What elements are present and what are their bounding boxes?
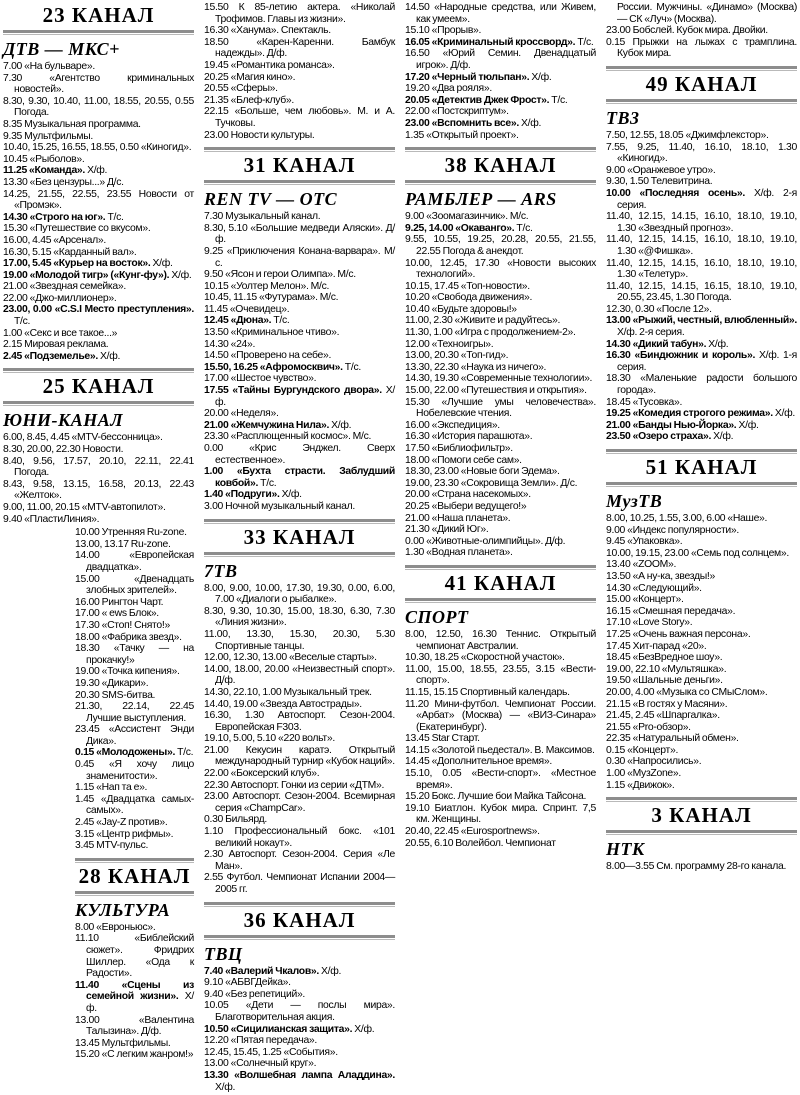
- program-entry: 19.25 «Комедия строгого режима». Х/ф.: [606, 408, 795, 420]
- program-entry: 12.00 «Техноигры».: [405, 338, 494, 350]
- program-entry: 0.45 «Я хочу лицо знаменитости».: [75, 759, 194, 782]
- divider-rule: [606, 482, 797, 487]
- program-entry: 15.00 «Концерт».: [606, 594, 684, 606]
- program-entry: 9.10 «АБВГДейка».: [204, 977, 291, 989]
- program-entry: 14.30, 19.30 «Современные технологии».: [405, 373, 593, 385]
- program-entry-highlight: 11.25 «Команда».: [3, 165, 85, 177]
- program-entry: 20.05 «Детектив Джек Фрост». Т/с.: [405, 94, 568, 106]
- program-entry: 10.15 «Уолтер Мелон». М/с.: [204, 280, 330, 292]
- channel-header-title: 49 КАНАЛ: [645, 71, 758, 96]
- program-entry: 19.20 «Два рояля».: [405, 83, 492, 95]
- program-entry: 16.15 «Смешная передача».: [606, 605, 736, 617]
- program-entry: 18.45 «Тусовка».: [606, 396, 683, 408]
- channel-header: [204, 147, 395, 185]
- channel-header-title: 28 КАНАЛ: [78, 863, 191, 888]
- program-entry-highlight: 10.00 «Последняя осень».: [606, 187, 745, 199]
- program-entry: 17.20 «Черный тюльпан». Х/ф.: [405, 71, 552, 83]
- program-entry: 23.00, 0.00 «C.S.I Место преступления». Т/с.: [3, 304, 194, 328]
- program-entry: 14.00 «Европейская двадцатка».: [75, 550, 194, 573]
- program-entry: 13.45 Star Старт.: [405, 733, 480, 745]
- channel-header: [606, 449, 797, 487]
- channel-header: [204, 519, 395, 557]
- program-entry: 16.05 «Криминальный кроссворд». Т/с.: [405, 36, 594, 48]
- program-entry: 21.00 «Банды Нью-Йорка». Х/ф.: [606, 419, 759, 431]
- channel-header-title: 25 КАНАЛ: [42, 374, 155, 399]
- program-entry: 9.00 «Оранжевое утро».: [606, 164, 716, 176]
- program-entry: 21.00 «Звездная семейка».: [3, 281, 126, 293]
- program-entry: 14.30 «Дикий табун». Х/ф.: [606, 338, 729, 350]
- program-entry: 1.30 «Водная планета».: [405, 547, 513, 559]
- program-entry: 13.50 «А ну-ка, звезды!»: [606, 570, 715, 582]
- divider-rule: [3, 30, 194, 35]
- program-entry: 22.00 «Постскриптум».: [405, 106, 509, 118]
- program-entry: 9.40 «Без репетиций».: [204, 988, 306, 1000]
- channel-header: [75, 858, 194, 896]
- channel-header: [606, 797, 797, 835]
- program-entry: 17.45 Хит-парад «20».: [606, 640, 707, 652]
- program-entry: 9.35 Мультфильмы.: [3, 130, 94, 142]
- program-entry: 18.45 «БезВредное шоу».: [606, 652, 723, 664]
- program-entry: 11.40, 12.15, 14.15, 16.10, 18.10, 19.10, 1.30 «Звездный прогноз».: [606, 211, 797, 234]
- program-entry: 20.30 SMS-битва.: [75, 689, 156, 701]
- program-entry: 10.15, 17.45 «Топ-новости».: [405, 280, 530, 292]
- program-entry: 23.45 «Ассистент Энди Дика».: [75, 724, 194, 747]
- network-name: СПОРТ: [405, 606, 469, 627]
- program-entry: 15.00, 22.00 «Путешествия и открытия».: [405, 385, 587, 397]
- program-entry: 8.00, 9.00, 10.00, 17.30, 19.30, 0.00, 6.00, 7.00 «Диалоги о рыбалке».: [204, 582, 395, 606]
- program-entry: 9.30, 1.50 Телевитрина.: [606, 176, 713, 188]
- program-entry: 21.35 «Блеф-клуб».: [204, 94, 294, 106]
- program-entry: 17.10 «Love Story».: [606, 617, 693, 629]
- program-entry: 19.00, 22.10 «Мультяшка».: [606, 663, 727, 675]
- program-list: [606, 130, 797, 443]
- program-entry: 13.30 «Волшебная лампа Аладдина». Х/ф.: [204, 1069, 395, 1093]
- program-entry: 15.30 «Путешествие со вкусом».: [3, 223, 151, 235]
- network-name: ДТВ — МКС+: [3, 39, 120, 59]
- program-entry-highlight: 2.45 «Подземелье».: [3, 350, 98, 362]
- program-entry: 14.30, 22.10, 1.00 Музыкальный трек.: [204, 686, 372, 698]
- program-entry: 0.00 «Крис Энджел. Сверх естественное».: [204, 443, 395, 466]
- program-list: [405, 2, 596, 141]
- program-entry-highlight: 17.00, 5.45 «Курьер на восток».: [3, 258, 151, 270]
- program-entry: 23.30 «Расплющенный космос». М/с.: [204, 431, 372, 443]
- program-entry: 21.00 «Жемчужина Нила». Х/ф.: [204, 419, 352, 431]
- program-entry: 1.00 «Бухта страсти. Заблудший ковбой». Т/с.: [204, 466, 395, 489]
- channel-header-title: 51 КАНАЛ: [645, 455, 758, 479]
- program-entry: 22.00 «Боксерский клуб».: [204, 768, 320, 780]
- divider-rule: [405, 180, 596, 185]
- program-entry: 10.20 «Свобода движения».: [405, 292, 533, 304]
- program-entry: 18.00 «Помоги себе сам».: [405, 454, 522, 466]
- program-entry: 13.40 «ZOOM».: [606, 559, 677, 571]
- divider-rule: [75, 891, 194, 896]
- program-entry: 8.30, 9.30, 10.30, 15.00, 18.30, 6.30, 7.30 «Линия жизни».: [204, 605, 395, 629]
- divider-rule: [204, 552, 395, 557]
- column-1: [3, 2, 194, 1095]
- program-entry-highlight: 16.05 «Криминальный кроссворд».: [405, 36, 576, 48]
- program-entry: 14.50 «Народные средства, или Живем, как умеем».: [405, 2, 596, 25]
- program-entry: 12.45, 15.45, 1.25 «События».: [204, 1046, 338, 1058]
- program-entry: 1.45 «Двадцатка самых-самых».: [75, 793, 194, 817]
- program-entry: 17.50 «Библиофильтр».: [405, 443, 513, 454]
- program-entry: 13.00 «Рыжий, честный, влюбленный». Х/ф. 2-я серия.: [606, 315, 797, 339]
- program-list: [3, 432, 194, 525]
- network-name: МузТВ: [606, 491, 663, 511]
- program-list: [75, 922, 194, 1061]
- program-entry: 19.30 «Дикари».: [75, 677, 149, 689]
- program-entry: 22.30 Автоспорт. Гонки из серии «ДТМ».: [204, 779, 385, 791]
- program-entry: 15.30 «Лучшие умы человечества». Нобелевские чтения.: [405, 396, 596, 420]
- program-entry: 8.43, 9.58, 13.15, 16.58, 20.13, 22.43 «Желток».: [3, 478, 194, 502]
- program-entry-highlight: 10.50 «Сицилианская защита».: [204, 1023, 353, 1035]
- program-entry: 11.40, 12.15, 14.15, 16.15, 18.10, 19.10, 20.55, 23.45, 1.30 Погода.: [606, 280, 797, 304]
- program-entry: 8.30, 9.30, 10.40, 11.00, 18.55, 20.55, 0.55 Погода.: [3, 95, 194, 119]
- program-entry: 10.40 «Будьте здоровы!»: [405, 303, 517, 315]
- program-entry: 11.00, 13.30, 15.30, 20.30, 5.30 Спортивные танцы.: [204, 628, 395, 652]
- network-name: КУЛЬТУРА: [75, 899, 171, 920]
- program-entry: 20.00 «Неделя».: [204, 408, 279, 420]
- program-entry: 9.45 «Упаковка».: [606, 536, 683, 548]
- program-entry: 16.30 «Ханума». Спектакль.: [204, 25, 331, 37]
- program-entry: 10.05 «Дети — послы мира». Благотворительная акция.: [204, 1000, 395, 1023]
- program-list: [405, 629, 596, 849]
- program-entry: 22.15 «Больше, чем любовь». М. и А. Тучковы.: [204, 106, 395, 129]
- network-name: REN TV — ОТС: [204, 189, 338, 210]
- program-entry: 22.35 «Натуральный обмен».: [606, 733, 739, 745]
- program-entry: 9.00, 11.00, 20.15 «MTV-автопилот».: [3, 502, 166, 513]
- network-name: ЮНИ-КАНАЛ: [3, 410, 124, 431]
- channel-header-title: 23 КАНАЛ: [42, 3, 155, 27]
- program-entry: 11.40 «Сцены из семейной жизни». Х/ф.: [75, 979, 194, 1014]
- program-entry: 1.10 Профессиональный бокс. «101 великий нокаут».: [204, 826, 395, 849]
- channel-header: [606, 66, 797, 104]
- program-entry: 11.40, 12.15, 14.15, 16.10, 18.10, 19.10, 1.30 «@Фишка».: [606, 234, 797, 257]
- program-entry: 13.50 «Криминальное чтиво».: [204, 327, 340, 339]
- program-entry: 0.15 «Концерт».: [606, 744, 679, 756]
- program-entry: 6.00, 8.45, 4.45 «MTV-бессонница».: [3, 432, 163, 444]
- channel-header-title: 36 КАНАЛ: [243, 907, 356, 932]
- program-entry: 14.30 «24».: [204, 338, 256, 350]
- program-entry: 7.50, 12.55, 18.05 «Джимфлекстор».: [606, 129, 769, 141]
- program-entry: 1.15 «Движок».: [606, 779, 675, 791]
- program-entry: 8.30, 5.10 «Большие медведи Аляски». Д/ф.: [204, 222, 395, 246]
- program-entry-highlight: 9.25, 14.00 «Окаванго».: [405, 222, 515, 234]
- program-entry-highlight: 15.50, 16.25 «Афромосквич».: [204, 361, 343, 373]
- program-entry-highlight: 23.00, 0.00 «C.S.I Место преступления».: [3, 304, 194, 316]
- divider-rule: [606, 99, 797, 104]
- program-entry: 16.30 «Биндюжник и король». Х/ф. 1-я серия.: [606, 350, 797, 373]
- program-entry: 19.00, 23.30 «Сокровища Земли». Д/с.: [405, 477, 578, 489]
- program-entry: 15.50, 16.25 «Афромосквич». Т/с.: [204, 361, 361, 373]
- program-entry-highlight: 19.00 «Молодой тигр» («Кунг-фу»).: [3, 269, 170, 281]
- program-entry: 7.40 «Валерий Чкалов». Х/ф.: [204, 965, 342, 977]
- program-entry: 11.15, 15.15 Спортивный календарь.: [405, 686, 570, 698]
- program-entry-highlight: 23.00 «Вспомнить все».: [405, 117, 519, 129]
- program-list: [75, 527, 194, 852]
- program-entry: 10.00 Утренняя Ru-zone.: [75, 527, 187, 539]
- program-entry: 13.00 «Валентина Талызина». Д/ф.: [75, 1014, 194, 1038]
- program-entry: 17.00, 5.45 «Курьер на восток». Х/ф.: [3, 258, 173, 270]
- program-entry: 17.00 «Шестое чувство».: [204, 373, 317, 385]
- program-entry: 15.00 «Двенадцать злобных зрителей».: [75, 573, 194, 597]
- program-entry: 23.50 «Озеро страха». Х/ф.: [606, 431, 734, 443]
- program-entry: 10.00, 19.15, 23.00 «Семь под солнцем».: [606, 547, 789, 559]
- program-entry: 21.15 «В гостях у Масяни».: [606, 698, 728, 710]
- program-entry: 12.00, 12.30, 13.00 «Веселые старты».: [204, 652, 377, 664]
- program-entry: 20.25 «Выбери ведущего!»: [405, 500, 527, 512]
- program-entry-highlight: 12.45 «Дюна».: [204, 315, 272, 327]
- program-entry: 14.50 «Проверено на себе».: [204, 350, 332, 362]
- program-entry: 14.40, 19.00 «Звезда Автострады».: [204, 698, 362, 710]
- program-entry: 2.45 «Jay-Z против».: [75, 817, 168, 829]
- program-entry: 18.50 «Карен-Каренни. Бамбук надежды». Д/ф.: [204, 36, 395, 60]
- program-entry: 10.30, 18.25 «Скоростной участок».: [405, 652, 565, 664]
- program-entry-highlight: 17.55 «Тайны Бургундского двора».: [204, 385, 382, 397]
- program-entry: 15.20 Бокс. Лучшие бои Майка Тайсона.: [405, 791, 587, 803]
- program-entry: 13.30 «Без цензуры...» Д/с.: [3, 176, 124, 188]
- divider-rule: [204, 180, 395, 185]
- program-entry-highlight: 13.30 «Волшебная лампа Аладдина».: [204, 1069, 395, 1081]
- program-entry: 21.00 Кекусин каратэ. Открытый международный турнир «Кубок наций».: [204, 744, 395, 768]
- channel-header-title: 38 КАНАЛ: [444, 153, 557, 178]
- program-entry: 23.00 Бобслей. Кубок мира. Двойки.: [606, 25, 768, 37]
- channel-header: [405, 565, 596, 603]
- program-list: [204, 966, 395, 1094]
- program-entry: 22.00 «Джо-миллионер».: [3, 292, 117, 304]
- program-entry: 19.00 «Точка кипения».: [75, 666, 180, 678]
- program-list: [204, 2, 395, 141]
- program-entry: 10.50 «Сицилианская защита». Х/ф.: [204, 1023, 375, 1035]
- program-entry: 7.55, 9.25, 11.40, 16.10, 18.10, 1.30 «Киногид».: [606, 141, 797, 165]
- column-2: [204, 2, 395, 1095]
- program-entry: 18.30 «Маленькие радости большого города».: [606, 373, 797, 397]
- program-entry: 23.00 Автоспорт. Сезон-2004. Всемирная серия «ChampCar».: [204, 791, 395, 814]
- program-entry-highlight: 1.40 «Подруги».: [204, 489, 280, 501]
- program-entry: 16.00 «Экспедиция».: [405, 419, 500, 431]
- program-list: [606, 2, 797, 60]
- program-entry: 20.00, 4.00 «Музыка со СМыСлом».: [606, 686, 768, 698]
- program-entry: 20.40, 22.45 «Eurosportnews».: [405, 826, 540, 838]
- program-list: [606, 861, 797, 873]
- program-entry: 10.00, 12.45, 17.30 «Новости высоких технологий».: [405, 257, 596, 281]
- program-entry: 13.45 Мультфильмы.: [75, 1037, 171, 1049]
- channel-header-title: 3 КАНАЛ: [651, 803, 752, 828]
- channel-header-title: 31 КАНАЛ: [243, 153, 356, 178]
- program-entry: 17.30 «Стоп! Снято!»: [75, 619, 170, 631]
- program-entry: 19.10 Биатлон. Кубок мира. Спринт. 7,5 км. Женщины.: [405, 802, 596, 826]
- program-entry: 10.40, 15.25, 16.55, 18.55, 0.50 «Киногид».: [3, 142, 192, 154]
- program-entry: 1.15 «Нап та е».: [75, 782, 148, 794]
- program-entry-highlight: 20.05 «Детектив Джек Фрост».: [405, 94, 550, 106]
- program-entry: 21.30, 22.14, 22.45 Лучшие выступления.: [75, 701, 194, 724]
- program-entry: 16.30 «История парашюта».: [405, 431, 533, 443]
- channel-header-title: 41 КАНАЛ: [444, 570, 557, 595]
- program-entry: 11.00, 2.30 «Живите и радуйтесь».: [405, 315, 561, 327]
- program-entry: 17.25 «Очень важная персона».: [606, 628, 751, 640]
- channel-header: [3, 368, 194, 406]
- network-name: РАМБЛЕР — ARS: [405, 189, 557, 210]
- channel-header: [204, 902, 395, 940]
- program-entry: 7.30 Музыкальный канал.: [204, 211, 321, 223]
- program-list: [204, 583, 395, 896]
- divider-rule: [204, 935, 395, 940]
- program-entry: 1.35 «Открытый проект».: [405, 129, 519, 141]
- program-list: [606, 513, 797, 791]
- program-entry: 16.00 Рингтон Чарт.: [75, 596, 164, 608]
- program-entry: России. Мужчины. «Динамо» (Москва) — СК «Луч» (Москва).: [617, 2, 797, 25]
- program-entry: 18.30, 23.00 «Новые боги Эдема».: [405, 466, 560, 478]
- program-entry-highlight: 1.00 «Бухта страсти. Заблудший ковбой».: [204, 466, 395, 489]
- program-entry: 10.00 «Последняя осень». Х/ф. 2-я серия.: [606, 187, 797, 211]
- program-entry: 8.40, 9.56, 17.57, 20.10, 22.11, 22.41 Погода.: [3, 455, 194, 479]
- program-entry: 7.30 «Агентство криминальных новостей».: [3, 72, 194, 96]
- program-entry: 9.00 «Индекс популярности».: [606, 524, 739, 536]
- program-entry: 11.25 «Команда». Х/ф.: [3, 165, 108, 177]
- program-entry: 20.00 «Страна насекомых».: [405, 489, 531, 501]
- program-entry: 19.50 «Шальные деньги».: [606, 675, 723, 687]
- program-entry-highlight: 14.30 «Дикий табун».: [606, 338, 707, 350]
- program-entry: 9.50 «Ясон и герои Олимпа». М/с.: [204, 269, 356, 281]
- program-entry: 1.00 «МузZone».: [606, 768, 681, 780]
- channel-header: [3, 2, 194, 35]
- program-entry: 15.50 К 85-летию актера. «Николай Трофимов. Главы из жизни».: [204, 2, 395, 25]
- program-entry: 1.00 «Секс и все такое...»: [3, 327, 118, 339]
- network-name: 7ТВ: [204, 560, 238, 581]
- divider-rule: [606, 830, 797, 835]
- program-entry: 9.40 «ПластиЛиния».: [3, 513, 100, 525]
- program-entry: 14.00, 18.00, 20.00 «Неизвестный спорт». Д/ф.: [204, 663, 395, 687]
- program-entry: 16.00, 4.45 «Арсенал».: [3, 234, 106, 246]
- program-entry: 8.00 «Евроньюс».: [75, 921, 156, 933]
- program-entry: 13.00 «Солнечный круг».: [204, 1058, 317, 1070]
- program-entry-highlight: 19.25 «Комедия строгого режима».: [606, 408, 773, 420]
- program-entry: 8.00, 12.50, 16.30 Теннис. Открытый чемпионат Австралии.: [405, 628, 596, 652]
- program-entry: 0.15 «Молодожены». Т/с.: [75, 747, 194, 759]
- program-entry: 8.30, 20.00, 22.30 Новости.: [3, 444, 124, 456]
- program-entry: 17.00 « ews Блок».: [75, 608, 159, 620]
- program-entry: 2.30 Автоспорт. Сезон-2004. Серия «Ле Ман».: [204, 849, 395, 872]
- program-entry-highlight: 0.15 «Молодожены».: [75, 747, 176, 759]
- program-list: [204, 211, 395, 512]
- program-entry-highlight: 21.00 «Жемчужина Нила».: [204, 419, 330, 431]
- program-entry: 11.10 «Библейский сюжет». Фридрих Шиллер. «Ода к Радости».: [75, 933, 194, 980]
- program-entry-highlight: 11.40 «Сцены из семейной жизни».: [75, 979, 194, 1003]
- program-entry: 9.00 «Зоомагазинчик». М/с.: [405, 211, 529, 223]
- program-entry: 19.10, 5.00, 5.10 «220 вольт».: [204, 733, 335, 745]
- program-entry: 11.20 Мини-футбол. Чемпионат России. «Арбат» (Москва) — «ВИЗ-Синара» (Екатеринбург).: [405, 698, 596, 733]
- program-entry: 11.45 «Очевидец».: [204, 303, 290, 315]
- program-entry-highlight: 13.00 «Рыжий, честный, влюбленный».: [606, 315, 797, 327]
- program-entry: 23.00 «Вспомнить все». Х/ф.: [405, 117, 542, 129]
- network-name: ТВЦ: [204, 943, 243, 964]
- program-entry: 8.00—3.55 См. программу 28-го канала.: [606, 861, 787, 873]
- program-entry-highlight: 7.40 «Валерий Чкалов».: [204, 965, 319, 977]
- program-entry: 7.00 «На бульваре».: [3, 61, 95, 72]
- channel-header-title: 33 КАНАЛ: [243, 524, 356, 549]
- program-entry: 10.45 «Рыболов».: [3, 153, 85, 165]
- program-entry: 3.00 Ночной музыкальный канал.: [204, 500, 355, 512]
- program-entry: 14.30 «Следующий».: [606, 582, 702, 594]
- program-entry: 19.00 «Молодой тигр» («Кунг-фу»). Х/ф.: [3, 269, 192, 281]
- program-entry: 21.00 «Наша планета».: [405, 512, 511, 524]
- divider-rule: [405, 598, 596, 603]
- column-3: [405, 2, 596, 1095]
- program-list: [3, 61, 194, 362]
- program-entry: 13.00, 20.30 «Топ-гид».: [405, 350, 509, 362]
- program-entry: 12.20 «Пятая передача».: [204, 1035, 318, 1047]
- program-entry: 12.30, 0.30 «После 12».: [606, 303, 712, 315]
- program-entry: 8.00, 10.25, 1.55, 3.00, 6.00 «Наше».: [606, 513, 768, 524]
- channel-header: [405, 147, 596, 185]
- program-entry: 23.00 Новости культуры.: [204, 129, 315, 141]
- program-entry: 14.15 «Золотой пьедестал». В. Максимов.: [405, 744, 595, 756]
- program-entry: 16.30, 5.15 «Карданный вал».: [3, 246, 137, 258]
- program-entry: 0.30 «Напросились».: [606, 756, 702, 768]
- network-name: НТК: [606, 839, 645, 860]
- program-entry: 21.45, 2.45 «Шпаргалка».: [606, 710, 720, 722]
- network-name: ТВ3: [606, 107, 640, 128]
- program-entry: 19.45 «Романтика романса».: [204, 59, 335, 71]
- program-entry: 20.55 «Сферы».: [204, 83, 278, 95]
- program-entry: 9.25, 14.00 «Окаванго». Т/с.: [405, 222, 533, 234]
- program-entry: 0.30 Бильярд.: [204, 814, 267, 826]
- program-entry: 21.30 «Дикий Юг».: [405, 524, 489, 536]
- program-entry: 20.55, 6.10 Волейбол. Чемпионат: [405, 837, 556, 849]
- program-entry: 16.30, 1.30 Автоспорт. Сезон-2004. Европейская F303.: [204, 710, 395, 733]
- program-entry-highlight: 16.30 «Биндюжник и король».: [606, 350, 756, 362]
- program-entry: 16.50 «Юрий Семин. Двенадцатый игрок». Д/ф.: [405, 48, 596, 71]
- program-list: [405, 211, 596, 559]
- program-entry: 15.10, 0.05 «Вести-спорт». «Местное время».: [405, 768, 596, 791]
- program-entry: 15.10 «Прорыв».: [405, 25, 482, 37]
- program-entry: 11.40, 12.15, 14.15, 16.10, 18.10, 19.10, 1.30 «Телетур».: [606, 257, 797, 281]
- program-entry-highlight: 21.00 «Банды Нью-Йорка».: [606, 419, 737, 431]
- program-entry-highlight: 17.20 «Черный тюльпан».: [405, 71, 530, 83]
- program-entry: 8.35 Музыкальная программа.: [3, 118, 141, 130]
- program-entry: 3.15 «Центр рифмы».: [75, 828, 174, 840]
- program-entry: 9.55, 10.55, 19.25, 20.28, 20.55, 21.55, 22.55 Погода & анекдот.: [405, 234, 596, 257]
- program-entry: 1.40 «Подруги». Х/ф.: [204, 489, 302, 501]
- program-entry: 20.25 «Магия кино».: [204, 71, 296, 83]
- program-entry: 11.30, 1.00 «Игра с продолжением-2».: [405, 327, 576, 339]
- program-entry: 0.00 «Животные-олимпийцы». Д/ф.: [405, 535, 566, 547]
- program-entry: 11.00, 15.00, 18.55, 23.55, 3.15 «Вести-спорт».: [405, 663, 596, 687]
- program-entry: 3.45 MTV-пульс.: [75, 840, 149, 852]
- program-entry: 2.45 «Подземелье». Х/ф.: [3, 350, 121, 362]
- program-entry: 2.15 Мировая реклама.: [3, 339, 109, 351]
- divider-rule: [3, 401, 194, 406]
- program-entry: 2.55 Футбол. Чемпионат Испании 2004—2005 гг.: [204, 872, 395, 895]
- program-entry: 14.25, 21.55, 22.55, 23.55 Новости от «Промэк».: [3, 188, 194, 212]
- program-entry: 0.15 Прыжки на лыжах с трамплина. Кубок мира.: [606, 36, 797, 60]
- program-entry: 15.20 «С легким жанром!»: [75, 1049, 194, 1061]
- program-entry: 13.00, 13.17 Ru-zone.: [75, 538, 171, 550]
- program-entry: 12.45 «Дюна». Т/с.: [204, 315, 290, 327]
- program-entry: 14.30 «Строго на юг». Т/с.: [3, 211, 124, 223]
- program-entry: 14.45 «Дополнительное время».: [405, 756, 552, 768]
- program-entry-highlight: 23.50 «Озеро страха».: [606, 431, 712, 443]
- program-entry: 9.25 «Приключения Конана-варвара». М/с.: [204, 245, 395, 269]
- column-4: [606, 2, 797, 1095]
- program-entry: 17.55 «Тайны Бургундского двора». Х/ф.: [204, 385, 395, 408]
- program-entry: 18.30 «Тачку — на прокачку!»: [75, 643, 194, 666]
- program-entry: 18.00 «Фабрика звезд».: [75, 631, 182, 643]
- program-entry-highlight: 14.30 «Строго на юг».: [3, 211, 106, 223]
- program-entry: 13.30, 22.30 «Наука из ничего».: [405, 361, 547, 373]
- program-entry: 10.45, 11.15 «Футурама». М/с.: [204, 292, 339, 304]
- program-entry: 21.55 «Pro-обзор».: [606, 721, 691, 733]
